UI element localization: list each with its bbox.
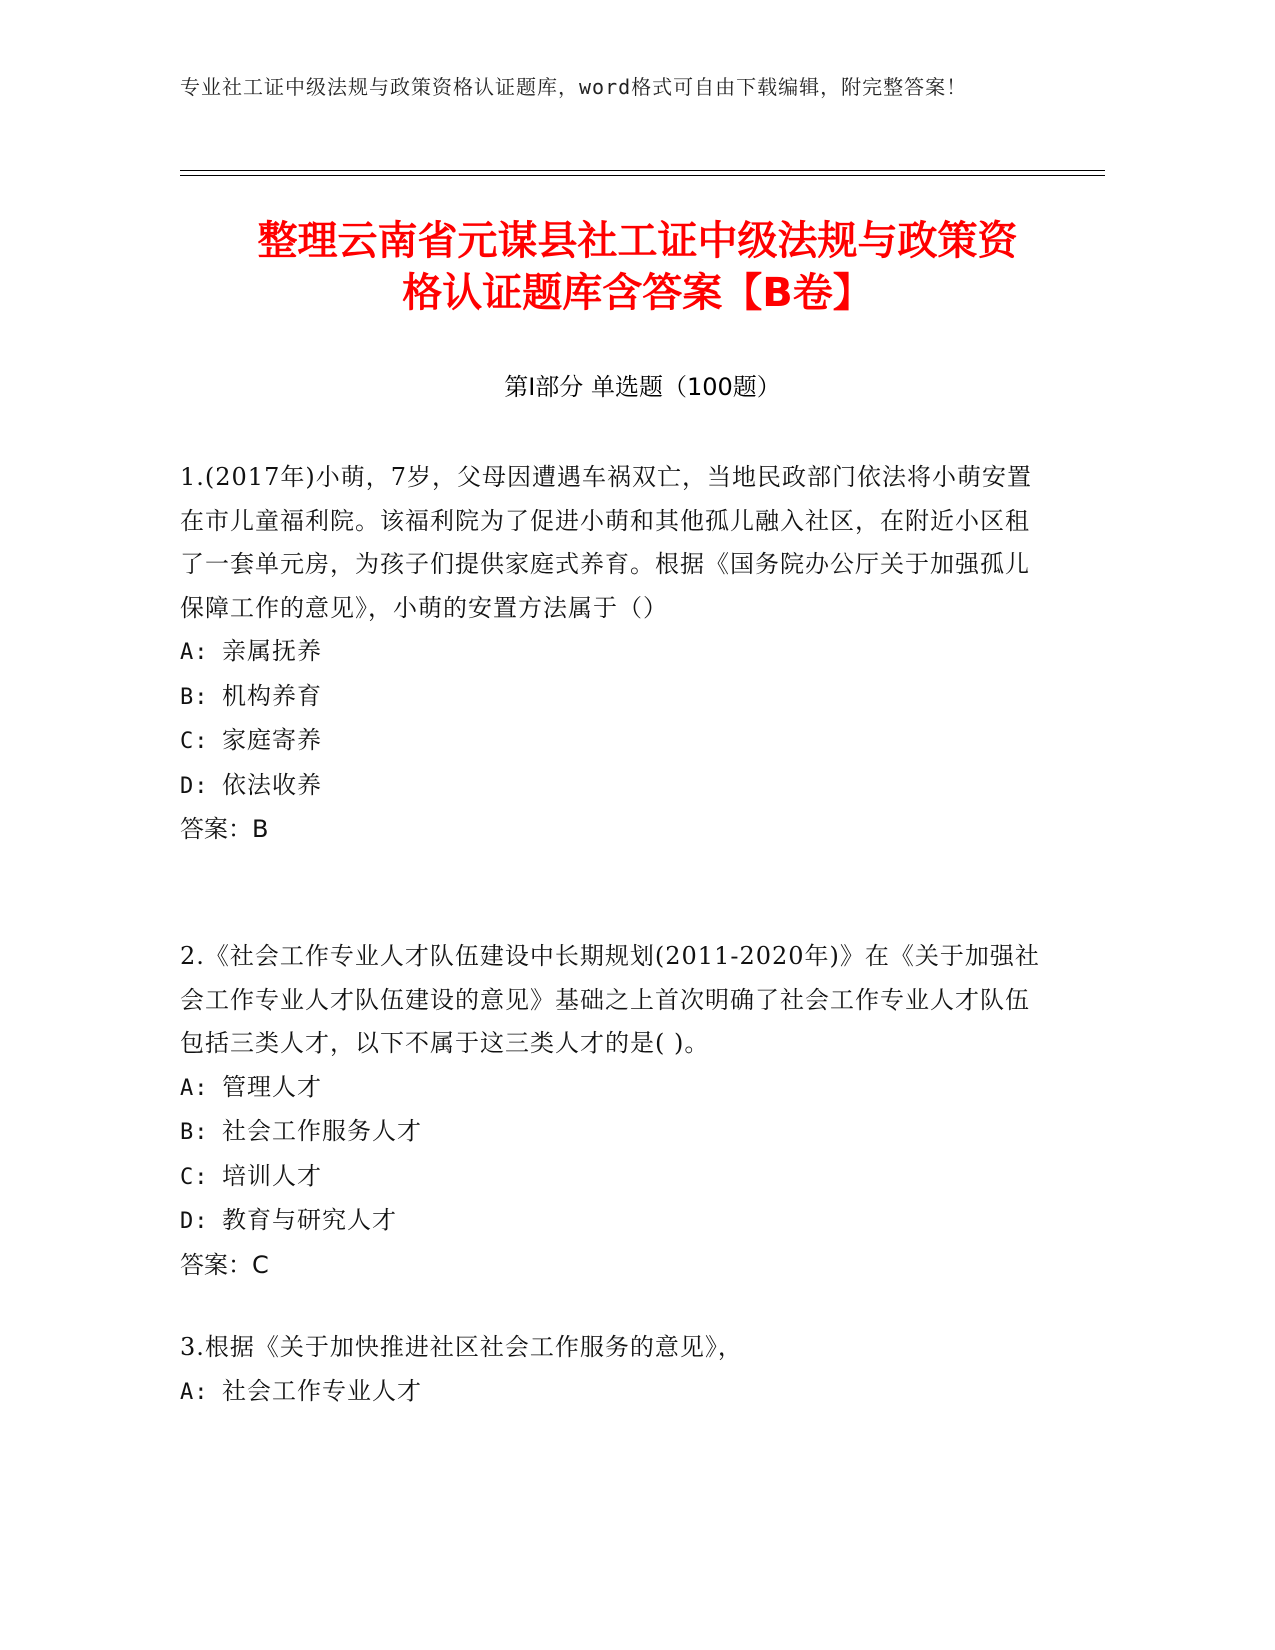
document-title bbox=[160, 215, 1115, 319]
answer: 答案：B bbox=[180, 815, 269, 843]
answer: 答案：C bbox=[180, 1250, 269, 1279]
option-text: 机构养育 bbox=[222, 681, 322, 710]
question-text: 1.(2017年)小萌，7岁，父母因遭遇车祸双亡，当地民政部门依法将小萌安置在市儿童福利院。该福利院为了促进小萌和其他孤儿融入社区，在附近小区租了一套单元房，为孩子们提供家庭式养育。根据《国务院办公厅关于加强孤儿保障工作的意见》，小萌的安置方法属于（） bbox=[180, 463, 1032, 622]
question-2 bbox=[180, 935, 1040, 1287]
option-d bbox=[180, 764, 1040, 809]
option-letter: D: bbox=[180, 773, 209, 799]
option-text: 管理人才 bbox=[222, 1072, 322, 1101]
option-c bbox=[180, 719, 1040, 764]
question-text: 3.根据《关于加快推进社区社会工作服务的意见》， bbox=[180, 1333, 743, 1361]
title-line-2: 格认证题库含答案【B卷】 bbox=[402, 270, 873, 316]
option-letter: A: bbox=[180, 1075, 209, 1101]
option-a bbox=[180, 1370, 1040, 1415]
option-c bbox=[180, 1155, 1040, 1200]
option-text: 社会工作专业人才 bbox=[222, 1376, 422, 1405]
question-text: 2.《社会工作专业人才队伍建设中长期规划(2011-2020年)》在《关于加强社会工作专业人才队伍建设的意见》基础之上首次明确了社会工作专业人才队伍包括三类人才，以下不属于这三类人才的是( )。 bbox=[180, 942, 1040, 1057]
option-letter: A: bbox=[180, 1379, 209, 1405]
option-text: 培训人才 bbox=[222, 1161, 322, 1190]
option-text: 依法收养 bbox=[222, 770, 322, 799]
option-text: 家庭寄养 bbox=[222, 726, 322, 754]
option-letter: B: bbox=[180, 1120, 209, 1145]
option-text: 社会工作服务人才 bbox=[222, 1117, 422, 1145]
question-3 bbox=[180, 1326, 1040, 1414]
option-b bbox=[180, 1110, 1040, 1155]
option-a bbox=[180, 630, 1040, 675]
question-1 bbox=[180, 456, 1040, 852]
option-text: 教育与研究人才 bbox=[222, 1206, 397, 1234]
option-d bbox=[180, 1199, 1040, 1244]
option-letter: C: bbox=[180, 1164, 209, 1190]
header-divider-bottom bbox=[180, 175, 1105, 176]
option-letter: A: bbox=[180, 640, 209, 665]
option-letter: B: bbox=[180, 684, 209, 710]
title-line-1: 整理云南省元谋县社工证中级法规与政策资 bbox=[257, 218, 1018, 264]
option-letter: C: bbox=[180, 729, 209, 754]
option-b bbox=[180, 675, 1040, 720]
header-divider-top bbox=[180, 170, 1105, 171]
section-heading: 第Ⅰ部分 单选题（100题） bbox=[504, 373, 781, 401]
option-a bbox=[180, 1066, 1040, 1111]
option-letter: D: bbox=[180, 1209, 209, 1234]
option-text: 亲属抚养 bbox=[222, 637, 322, 665]
header-note: 专业社工证中级法规与政策资格认证题库，word格式可自由下载编辑，附完整答案！ bbox=[180, 75, 968, 99]
